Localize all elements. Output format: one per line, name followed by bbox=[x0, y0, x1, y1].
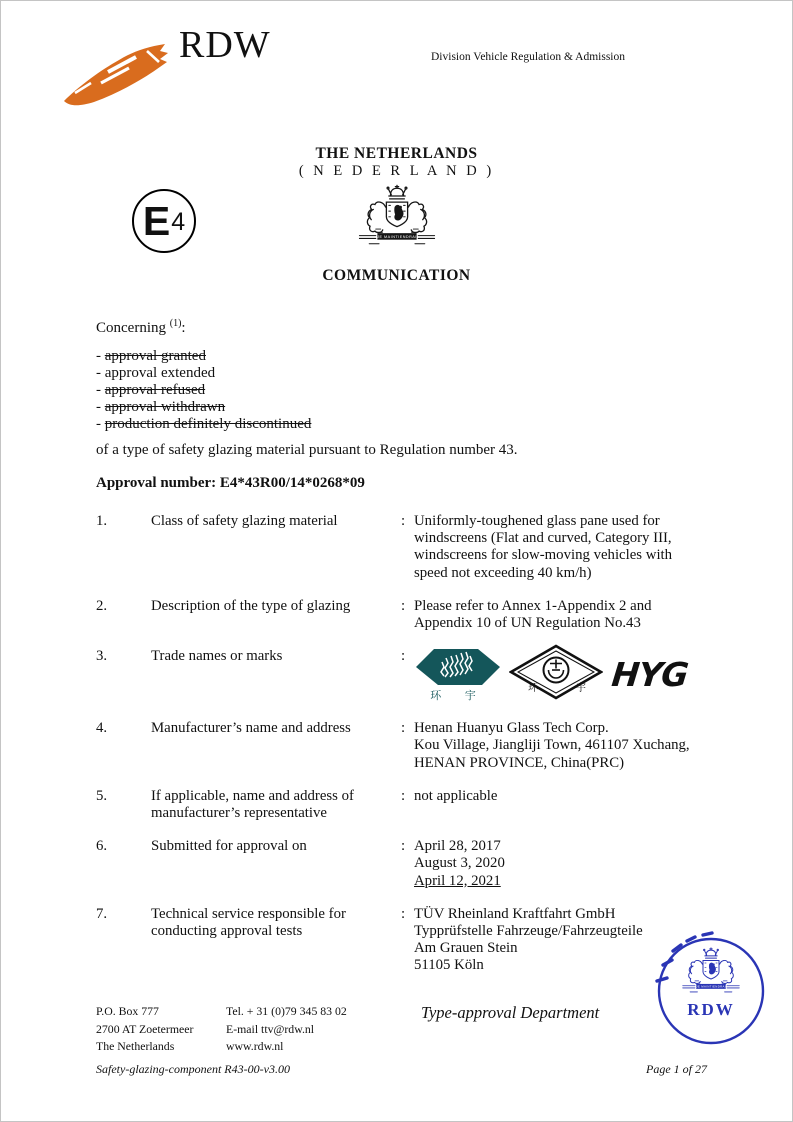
communication-heading: COMMUNICATION bbox=[322, 267, 471, 284]
approval-number-line bbox=[96, 475, 716, 492]
item-colon: : bbox=[401, 905, 406, 922]
item-value-line: Please refer to Annex 1-Appendix 2 and bbox=[414, 597, 652, 614]
item-value bbox=[414, 838, 716, 890]
footer-department: Type-approval Department bbox=[421, 1003, 600, 1022]
approval-items-list bbox=[96, 513, 716, 991]
approval-number-label: Approval number: bbox=[96, 475, 217, 491]
e-mark-letter: E bbox=[142, 197, 171, 244]
e-mark-number: 4 bbox=[171, 208, 186, 236]
approval-item-row bbox=[96, 788, 716, 822]
hexagon-logo-caption: 环 宇 bbox=[430, 688, 486, 702]
e4-approval-mark bbox=[132, 189, 196, 253]
item-number: 4. bbox=[96, 720, 108, 737]
item-label: If applicable, name and address of manufacturer’s representative bbox=[151, 787, 354, 822]
item-value-line: August 3, 2020 bbox=[414, 855, 505, 872]
item-value bbox=[414, 598, 716, 632]
item-value-line: April 28, 2017 bbox=[414, 838, 501, 855]
coat-of-arms-icon bbox=[348, 184, 446, 248]
item-value-line: Am Grauen Stein bbox=[414, 940, 518, 957]
footer-contact bbox=[226, 1003, 347, 1056]
item-colon: : bbox=[401, 597, 406, 614]
concerning-option: - approval withdrawn bbox=[96, 399, 226, 415]
concerning-colon: : bbox=[181, 320, 186, 336]
concerning-option: - production definitely discontinued bbox=[96, 416, 312, 432]
item-label: Manufacturer’s name and address bbox=[151, 720, 351, 737]
item-value-line: 51105 Köln bbox=[414, 957, 484, 974]
approval-item-row bbox=[96, 513, 716, 582]
item-number: 5. bbox=[96, 787, 108, 804]
concerning-subject: of a type of safety glazing material pursuant to Regulation number 43. bbox=[96, 442, 518, 458]
rdw-blue-stamp bbox=[647, 929, 773, 1055]
item-value bbox=[414, 648, 716, 704]
footer-address bbox=[96, 1003, 193, 1056]
footer-page-number: Page 1 of 27 bbox=[646, 1062, 707, 1076]
item-value-line: Typprüfstelle Fahrzeuge/Fahrzeugteile bbox=[414, 923, 643, 940]
approval-number-value: E4*43R00/14*0268*09 bbox=[219, 475, 365, 491]
footer-contact-line: www.rdw.nl bbox=[226, 1039, 284, 1053]
concerning-options-list bbox=[96, 348, 716, 433]
item-value bbox=[414, 788, 716, 822]
item-colon: : bbox=[401, 838, 406, 855]
item-label: Submitted for approval on bbox=[151, 838, 307, 855]
concerning-heading bbox=[96, 315, 716, 337]
item-value-line: Henan Huanyu Glass Tech Corp. bbox=[414, 720, 609, 737]
item-colon: : bbox=[401, 513, 406, 529]
concerning-label: Concerning bbox=[96, 320, 166, 336]
item-value bbox=[414, 513, 716, 582]
stamp-rdw-label: RDW bbox=[687, 1000, 735, 1019]
item-value-line: Kou Village, Jiangliji Town, 461107 Xuchang, bbox=[414, 737, 690, 754]
concerning-section bbox=[96, 315, 716, 492]
item-colon: : bbox=[401, 648, 406, 665]
item-number: 1. bbox=[96, 513, 108, 529]
concerning-option: - approval granted bbox=[96, 348, 206, 364]
concerning-option: - approval extended bbox=[96, 365, 216, 381]
approval-item-row bbox=[96, 838, 716, 890]
division-title: Division Vehicle Regulation & Admission bbox=[431, 51, 626, 63]
trademark-logos bbox=[414, 644, 716, 704]
footer-doc-reference: Safety-glazing-component R43-00-v3.00 bbox=[96, 1062, 290, 1076]
item-value-line: April 12, 2021 bbox=[414, 872, 501, 889]
diamond-logo-char-left: 环 bbox=[528, 683, 538, 695]
item-label: Description of the type of glazing bbox=[151, 597, 351, 614]
footer-address-line: 2700 AT Zoetermeer bbox=[96, 1021, 194, 1036]
approval-item-row bbox=[96, 648, 716, 704]
country-title: THE NETHERLANDS bbox=[315, 145, 478, 162]
item-colon: : bbox=[401, 787, 406, 804]
item-number: 7. bbox=[96, 905, 108, 922]
item-label: Class of safety glazing material bbox=[151, 513, 338, 529]
item-value-line: windscreens for slow-moving vehicles with bbox=[414, 547, 673, 564]
brand-wordmark: RDW bbox=[179, 24, 271, 66]
approval-item-row bbox=[96, 720, 716, 772]
item-value-line: HENAN PROVINCE, China(PRC) bbox=[414, 754, 625, 771]
trademark-diamond-logo-icon bbox=[509, 644, 603, 704]
approval-item-row bbox=[96, 906, 716, 975]
item-value-line: Appendix 10 of UN Regulation No.43 bbox=[414, 615, 641, 632]
trademark-hexagon-logo-icon bbox=[414, 646, 502, 703]
diamond-logo-char-right: 宇 bbox=[576, 683, 586, 695]
footer-address-line: The Netherlands bbox=[96, 1039, 175, 1053]
country-native-title: ( N E D E R L A N D ) bbox=[298, 163, 495, 179]
rdw-feather-logo-icon bbox=[61, 41, 173, 115]
item-value-line: windscreens (Flat and curved, Category III, bbox=[414, 530, 672, 547]
item-label: Technical service responsible for conducting approval tests bbox=[151, 905, 346, 940]
item-value-line: not applicable bbox=[414, 787, 498, 804]
concerning-option: - approval refused bbox=[96, 382, 206, 398]
item-value bbox=[414, 720, 716, 772]
approval-item-row bbox=[96, 598, 716, 632]
item-number: 2. bbox=[96, 597, 108, 614]
item-number: 3. bbox=[96, 648, 108, 665]
footer-address-line: P.O. Box 777 bbox=[96, 1004, 159, 1018]
item-value-line: Uniformly-toughened glass pane used for bbox=[414, 513, 660, 529]
trademark-hyg-wordmark: HYG bbox=[609, 654, 690, 694]
concerning-footnote-ref: (1) bbox=[169, 318, 182, 329]
item-value-line: speed not exceeding 40 km/h) bbox=[414, 564, 592, 581]
footer-contact-line: E-mail ttv@rdw.nl bbox=[226, 1021, 315, 1036]
item-number: 6. bbox=[96, 838, 108, 855]
footer-contact-line: Tel. + 31 (0)79 345 83 02 bbox=[226, 1004, 347, 1018]
item-label: Trade names or marks bbox=[151, 648, 283, 665]
item-value-line: TÜV Rheinland Kraftfahrt GmbH bbox=[414, 905, 616, 922]
item-colon: : bbox=[401, 720, 406, 737]
